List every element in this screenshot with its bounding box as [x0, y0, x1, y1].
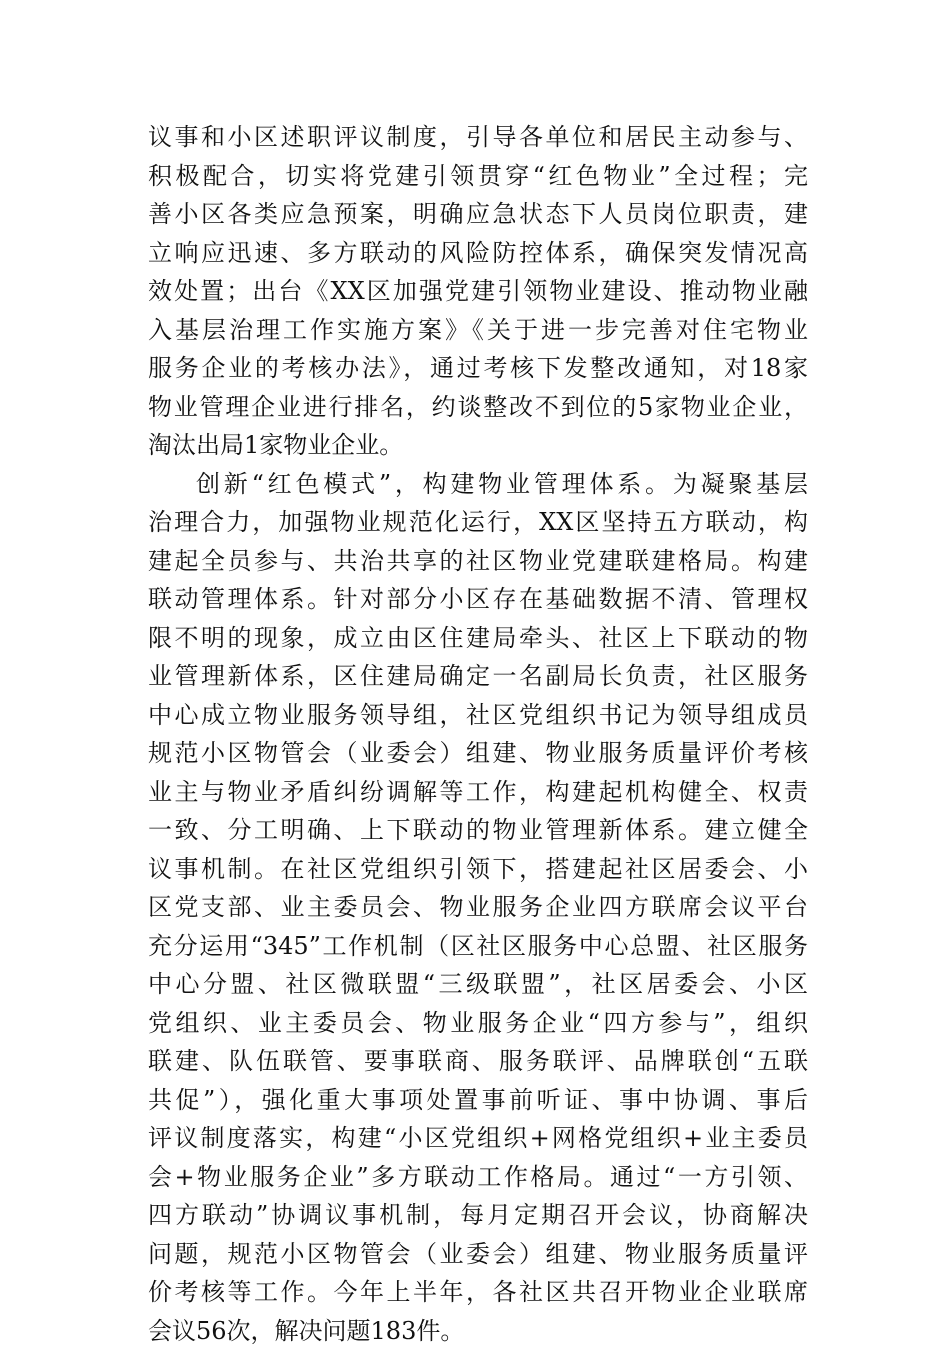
paragraph-2-line-21: 问题，规范小区物管会（业委会）组建、物业服务质量评	[148, 1235, 808, 1274]
paragraph-2-line-11: 议事机制。在社区党组织引领下，搭建起社区居委会、小	[148, 850, 808, 889]
paragraph-2-line-8: 规范小区物管会（业委会）组建、物业服务质量评价考核	[148, 734, 808, 773]
paragraph-2-line-2: 治理合力，加强物业规范化运行，XX区坚持五方联动，构	[148, 503, 808, 542]
paragraph-2-line-9: 业主与物业矛盾纠纷调解等工作，构建起机构健全、权责	[148, 773, 808, 812]
paragraph-2-line-1: 创新“红色模式”，构建物业管理体系。为凝聚基层	[148, 465, 808, 504]
paragraph-2-line-6: 业管理新体系，区住建局确定一名副局长负责，社区服务	[148, 657, 808, 696]
paragraph-2-line-20: 四方联动”协调议事机制，每月定期召开会议，协商解决	[148, 1196, 808, 1235]
paragraph-1-line-9: 淘汰出局1家物业企业。	[148, 426, 808, 465]
paragraph-2-line-17: 共促”），强化重大事项处置事前听证、事中协调、事后	[148, 1081, 808, 1120]
paragraph-1-line-6: 入基层治理工作实施方案》《关于进一步完善对住宅物业	[148, 311, 808, 350]
paragraph-1-line-7: 服务企业的考核办法》，通过考核下发整改通知，对18家	[148, 349, 808, 388]
paragraph-1-line-1: 议事和小区述职评议制度，引导各单位和居民主动参与、	[148, 118, 808, 157]
paragraph-2-line-12: 区党支部、业主委员会、物业服务企业四方联席会议平台	[148, 888, 808, 927]
paragraph-1-line-2: 积极配合，切实将党建引领贯穿“红色物业”全过程；完	[148, 157, 808, 196]
paragraph-2-line-3: 建起全员参与、共治共享的社区物业党建联建格局。构建	[148, 542, 808, 581]
paragraph-2-line-15: 党组织、业主委员会、物业服务企业“四方参与”，组织	[148, 1004, 808, 1043]
paragraph-2-line-23: 会议56次，解决问题183件。	[148, 1312, 808, 1350]
paragraph-2-line-16: 联建、队伍联管、要事联商、服务联评、品牌联创“五联	[148, 1042, 808, 1081]
paragraph-1-line-5: 效处置；出台《XX区加强党建引领物业建设、推动物业融	[148, 272, 808, 311]
paragraph-2-line-4: 联动管理体系。针对部分小区存在基础数据不清、管理权	[148, 580, 808, 619]
paragraph-2-line-13: 充分运用“345”工作机制（区社区服务中心总盟、社区服务	[148, 927, 808, 966]
paragraph-2-line-5: 限不明的现象，成立由区住建局牵头、社区上下联动的物	[148, 619, 808, 658]
paragraph-2-line-14: 中心分盟、社区微联盟“三级联盟”，社区居委会、小区	[148, 965, 808, 1004]
paragraph-2-line-19: 会+物业服务企业”多方联动工作格局。通过“一方引领、	[148, 1158, 808, 1197]
paragraph-1-line-4: 立响应迅速、多方联动的风险防控体系，确保突发情况高	[148, 234, 808, 273]
paragraph-1-line-8: 物业管理企业进行排名，约谈整改不到位的5家物业企业，	[148, 388, 808, 427]
paragraph-1-line-3: 善小区各类应急预案，明确应急状态下人员岗位职责，建	[148, 195, 808, 234]
paragraph-2-line-18: 评议制度落实，构建“小区党组织+网格党组织+业主委员	[148, 1119, 808, 1158]
body-text	[148, 118, 808, 1350]
paragraph-2-line-10: 一致、分工明确、上下联动的物业管理新体系。建立健全	[148, 811, 808, 850]
paragraph-2-line-22: 价考核等工作。今年上半年，各社区共召开物业企业联席	[148, 1273, 808, 1312]
paragraph-2-line-7: 中心成立物业服务领导组，社区党组织书记为领导组成员	[148, 696, 808, 735]
